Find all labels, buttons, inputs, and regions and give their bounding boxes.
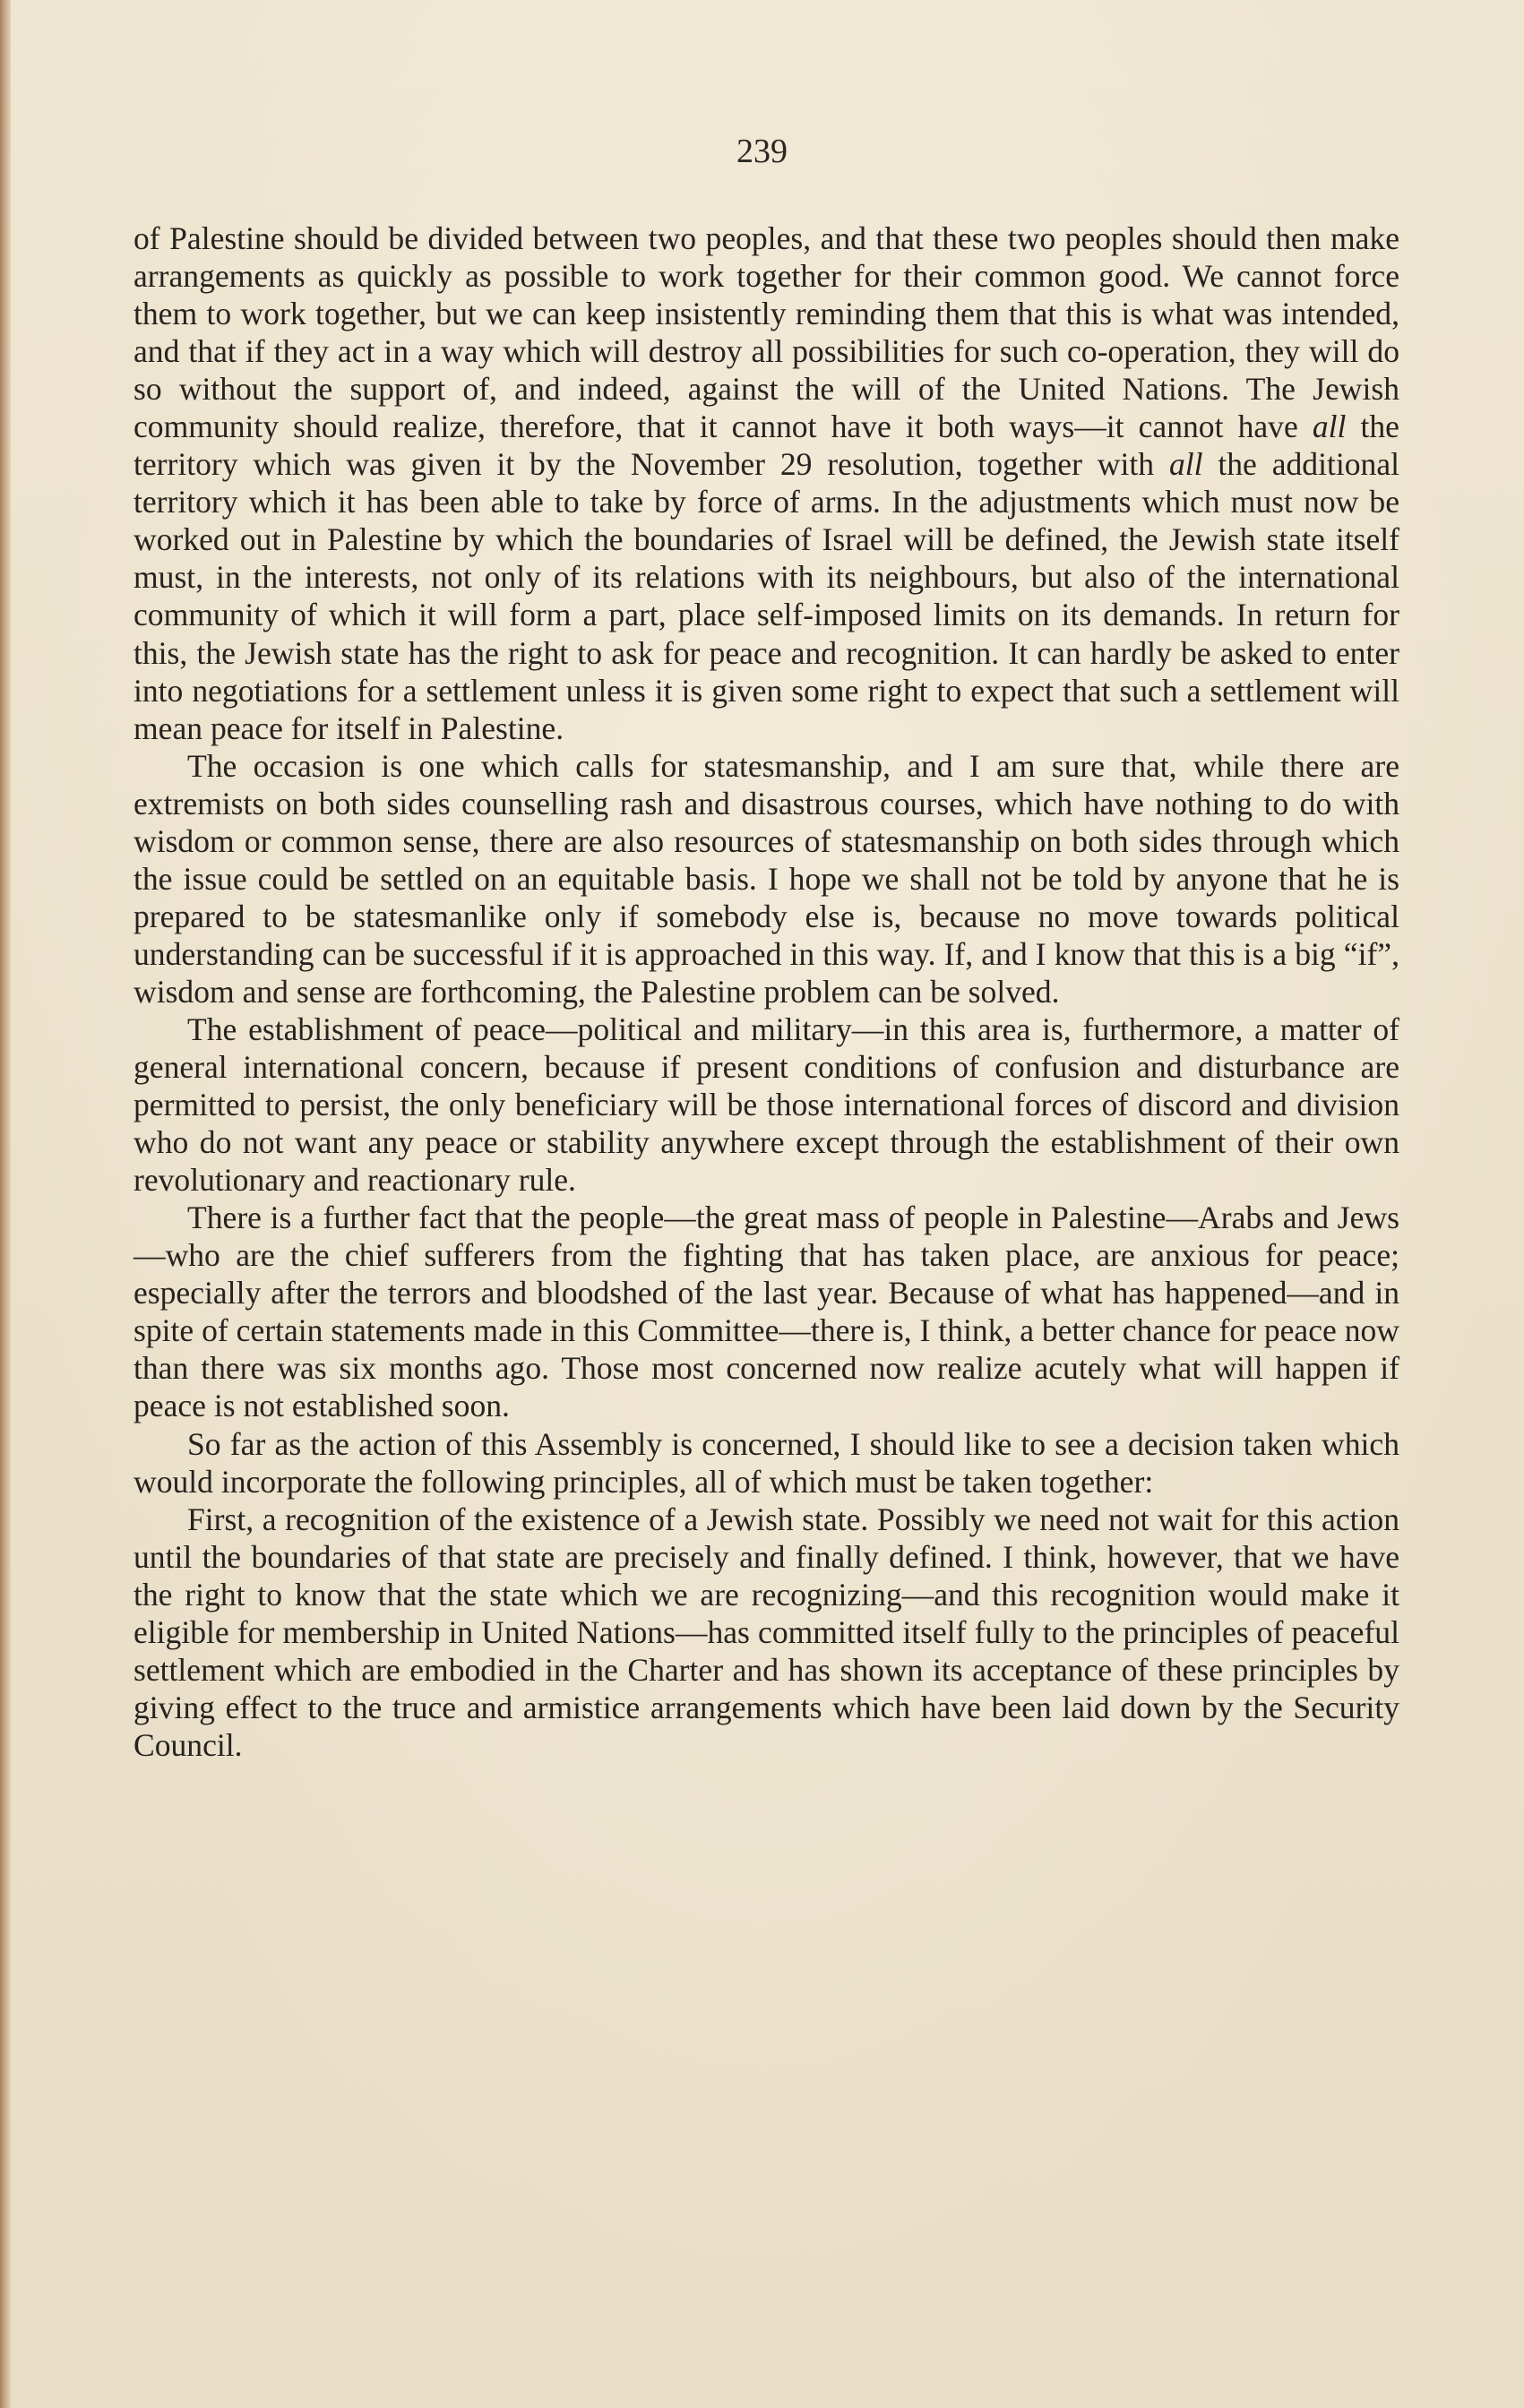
paragraph-further-fact: There is a further fact that the people—the great mass of people in Palestine—Arabs and Jews—who are the chief sufferers from the fighting that has taken place, are anxious for peace; especially after the terrors and bloodshed of the last year. Because of what has happened—and in spite of certain statements made in this Committee—there is, I think, a better chance for peace now than there was six months ago. Those most concerned now realize acutely what will happen if peace is not established soon. bbox=[133, 1200, 1399, 1424]
paragraph-statesmanship: The occasion is one which calls for statesmanship, and I am sure that, while there are extremists on both sides counselling rash and disastrous courses, which have nothing to do with wisdom or common sense, there are also resources of statesmanship on both sides through which the issue could be settled on an equitable basis. I hope we shall not be told by anyone that he is prepared to be statesmanlike only if somebody else is, because no move towards political understanding can be successful if it is approached in this way. If, and I know that this is a big “if”, wisdom and sense are forthcoming, the Palestine problem can be solved. bbox=[133, 747, 1399, 1010]
paragraph-establishment-of-peace: The establishment of peace—political and military—in this area is, furthermore, a matter of general international concern, because if present conditions of confusion and disturbance are permitted to persist, the only beneficiary will be those international forces of discord and division who do not want any peace or stability anywhere except through the establishment of their own revolutionary and reactionary rule. bbox=[133, 1010, 1399, 1199]
paragraph-first-principle: First, a recognition of the existence of a Jewish state. Possibly we need not wait for this action until the boundaries of that state are precisely and finally defined. I think, however, that we have the right to know that the state which we are recognizing—and this recognition would make it eligible for membership in United Nations—has committed itself fully to the principles of peaceful settlement which are embodied in the Charter and has shown its acceptance of these principles by giving effect to the truce and armistice arrangements which have been laid down by the Security Council. bbox=[133, 1501, 1399, 1763]
paragraph-continued bbox=[133, 219, 1399, 747]
page-body bbox=[133, 219, 1399, 1764]
emphasis-all: all bbox=[1168, 446, 1203, 483]
emphasis-all: all bbox=[1312, 408, 1347, 445]
page-spine-edge bbox=[0, 0, 11, 2408]
paragraph-text: the additional territory which it has been able to take by force of arms. In the adjustments which must now be worked out in Palestine by which the boundaries of Israel will be defined, the Jewish state itself must, in the interests, not only of its relations with its neighbours, but also of the international community of which it will form a part, place self-imposed limits on its demands. In return for this, the Jewish state has the right to ask for peace and recognition. It can hardly be asked to enter into negotiations for a settlement unless it is given some right to expect that such a settlement will mean peace for itself in Palestine. bbox=[133, 446, 1399, 746]
page-number: 239 bbox=[736, 133, 788, 170]
paragraph-text: of Palestine should be divided between two peoples, and that these two peoples should then make arrangements as quickly as possible to work together for their common good. We cannot force them to work together, but we can keep insistently reminding them that this is what was intended, and that if they act in a way which will destroy all possibilities for such co-operation, they will do so without the support of, and indeed, against the will of the United Nations. The Jewish community should realize, therefore, that it cannot have it both ways—it cannot have bbox=[133, 220, 1399, 445]
paragraph-text: the territory which was given it by the November 29 resolution, together with bbox=[133, 408, 1399, 483]
paragraph-assembly-action: So far as the action of this Assembly is concerned, I should like to see a decision taken which would incorporate the following principles, all of which must be taken together: bbox=[133, 1425, 1399, 1500]
